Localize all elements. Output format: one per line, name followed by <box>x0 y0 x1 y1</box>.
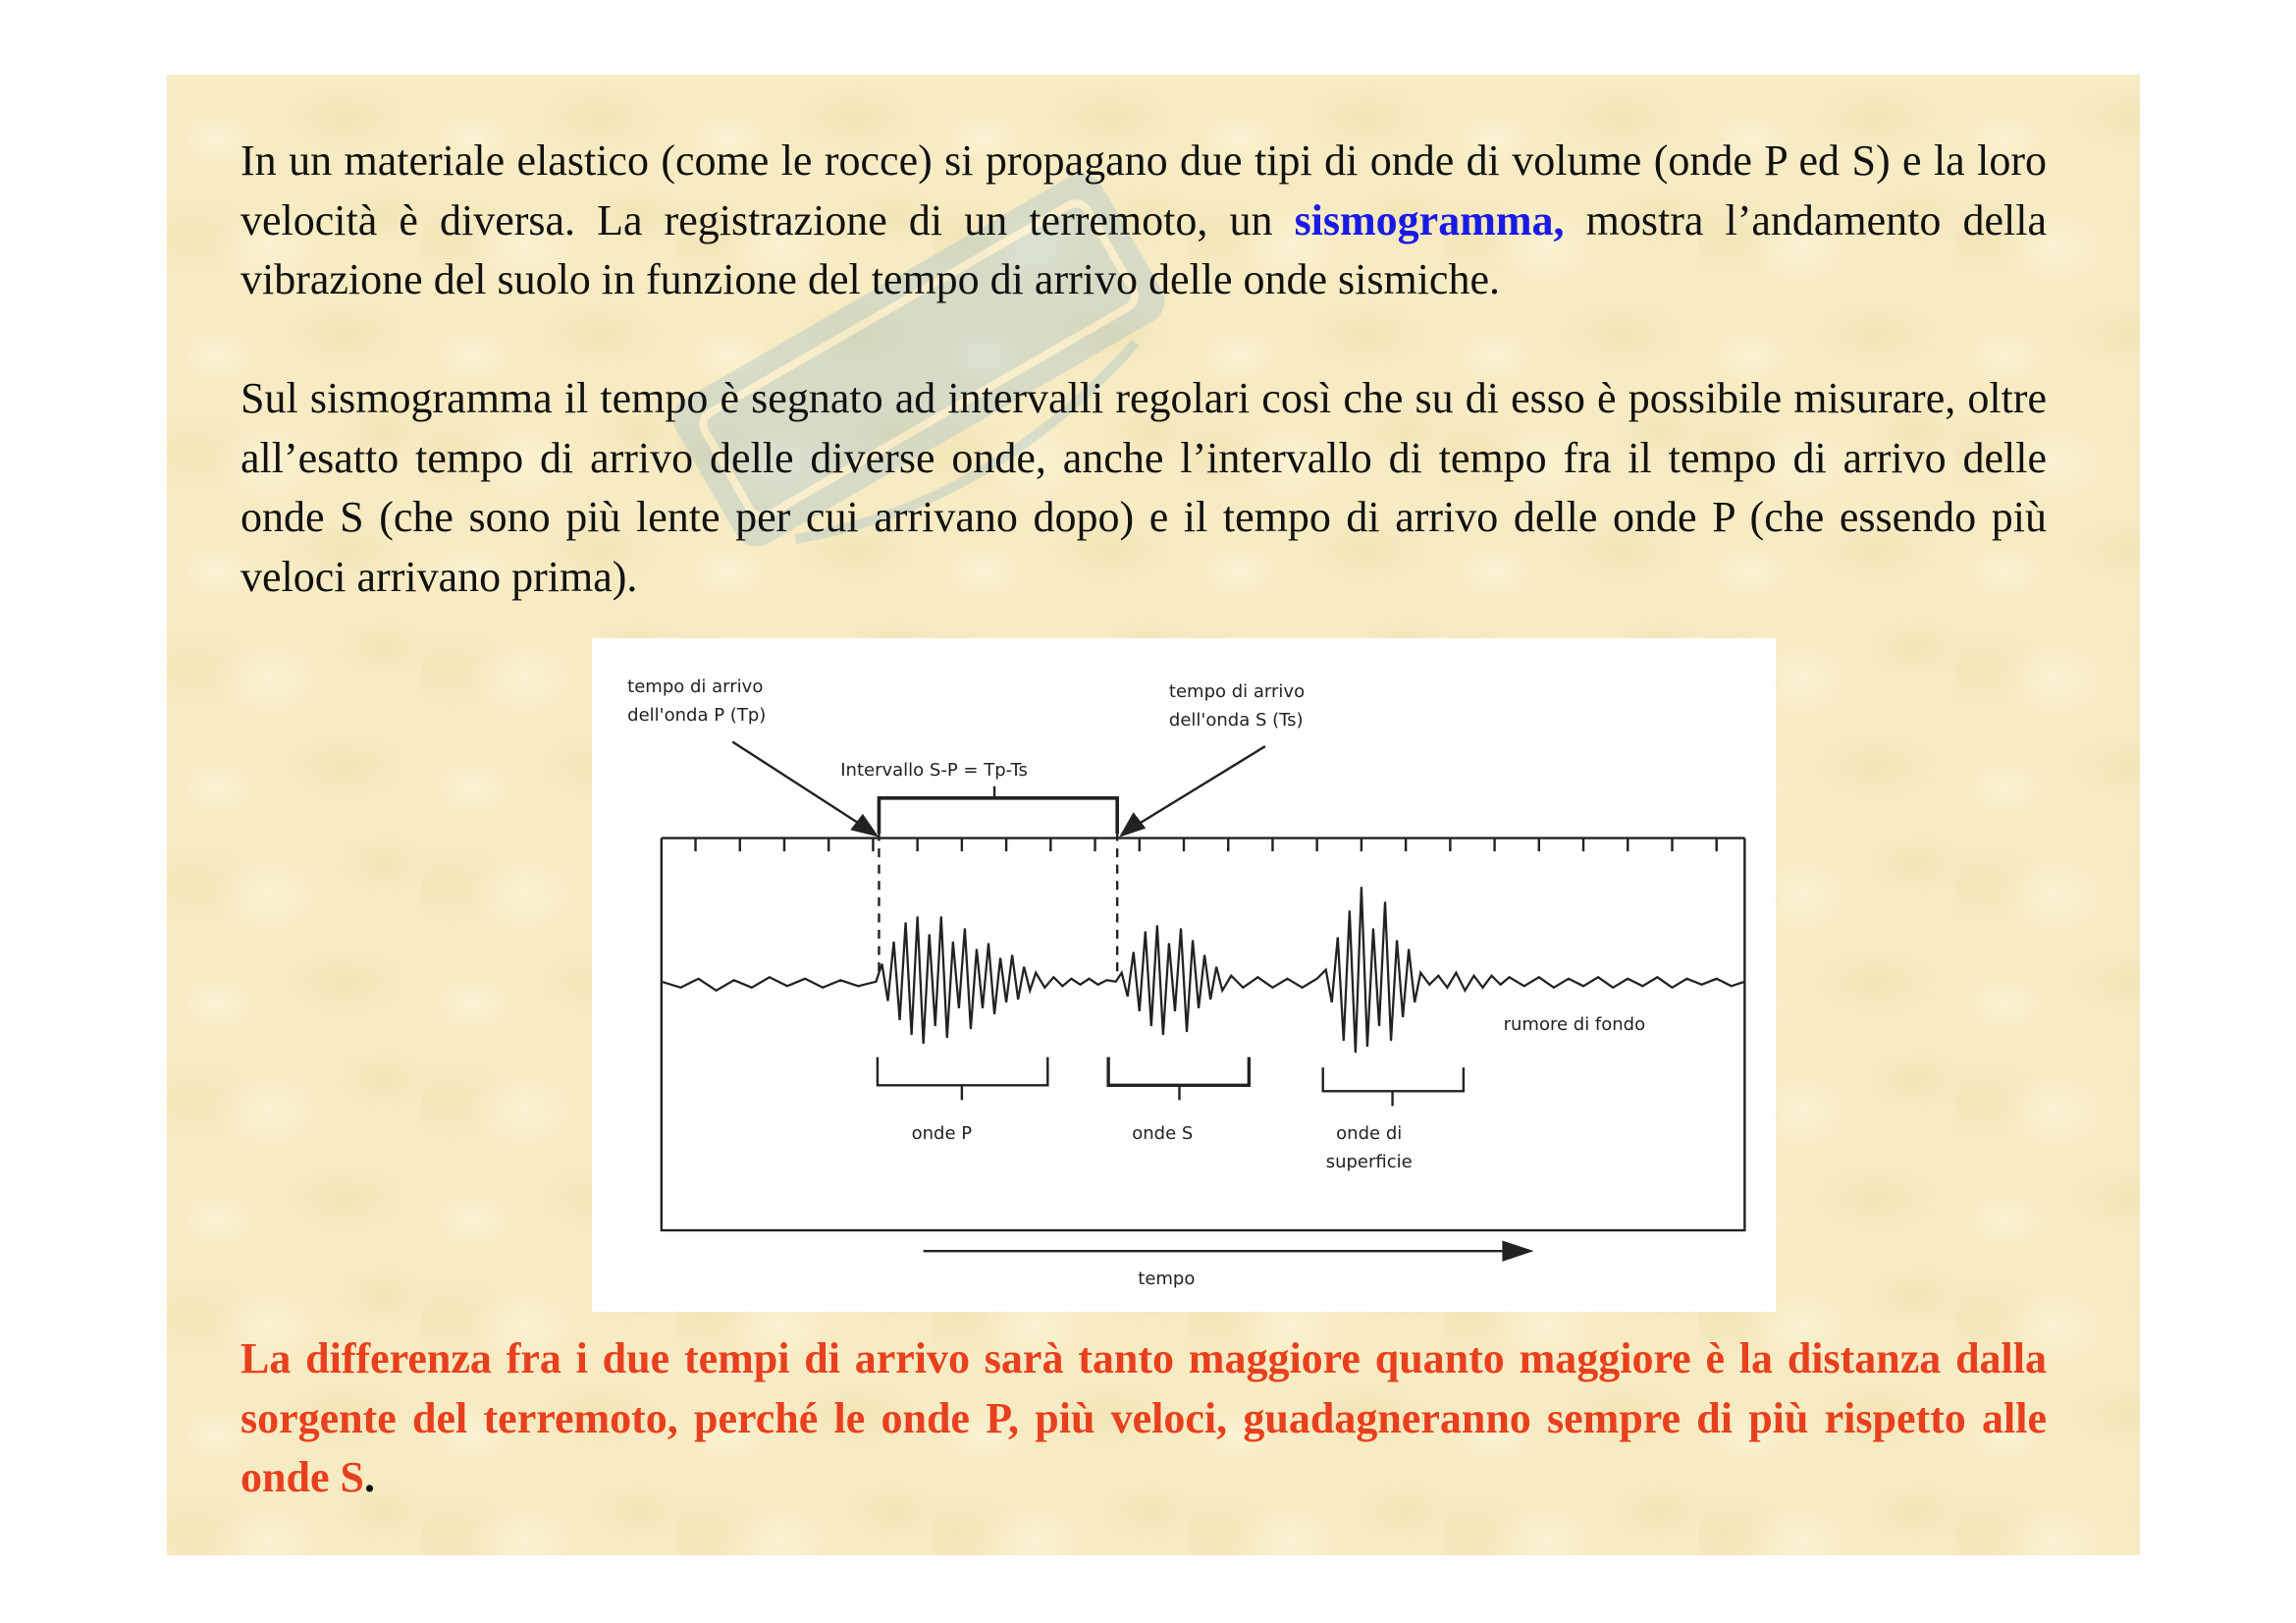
surface-waves-bracket <box>1323 1067 1464 1091</box>
seismogram-diagram <box>592 638 1776 1312</box>
interval-bracket <box>879 798 1117 834</box>
p-arrival-arrow <box>732 742 870 831</box>
s-waves-bracket <box>1108 1057 1249 1086</box>
background-noise-label: rumore di fondo <box>1503 1013 1646 1035</box>
slide <box>167 75 2140 1555</box>
keyword-sismogramma: sismogramma, <box>1294 195 1565 244</box>
p-waves-label: onde P <box>911 1123 973 1145</box>
s-arrival-arrow <box>1128 746 1265 831</box>
surface-waves-label: onde di superficie <box>1325 1123 1413 1173</box>
time-tick-marks <box>696 839 1717 852</box>
second-paragraph: Sul sismogramma il tempo è segnato ad intervalli regolari così che su di esso è possibile misurare, oltre all’esatto tempo di arrivo delle diverse onde, anche l’intervallo di tempo fra il tempo di arrivo delle onde S (che sono più lente per cui arrivano dopo) e il tempo di arrivo delle onde P (che essendo più veloci arrivano prima). <box>240 374 2047 601</box>
time-axis-label: tempo <box>1138 1269 1196 1290</box>
seismogram-figure <box>592 638 1776 1312</box>
interval-label: Intervallo S-P = Tp-Ts <box>840 759 1028 781</box>
conclusion-paragraph: La differenza fra i due tempi di arrivo sarà tanto maggiore quanto maggiore è la distanza dalla sorgente del terremoto, perché le onde P, più veloci, guadagneranno sempre di più rispetto alle onde S. <box>240 1334 2047 1501</box>
s-arrival-label: tempo di arrivo dell'onda S (Ts) <box>1168 680 1306 730</box>
p-arrival-label: tempo di arrivo dell'onda P (Tp) <box>627 676 767 727</box>
p-waves-bracket <box>878 1057 1047 1086</box>
s-waves-label: onde S <box>1132 1123 1194 1145</box>
intro-paragraph: In un materiale elastico (come le rocce) si propagano due tipi di onde di volume (onde P ed S) e la loro velocità è diversa. La registrazione di un terremoto, un sismogramma, mostra l’andamento della vibrazione del suolo in funzione del tempo di arrivo delle onde sismiche. <box>240 136 2047 303</box>
